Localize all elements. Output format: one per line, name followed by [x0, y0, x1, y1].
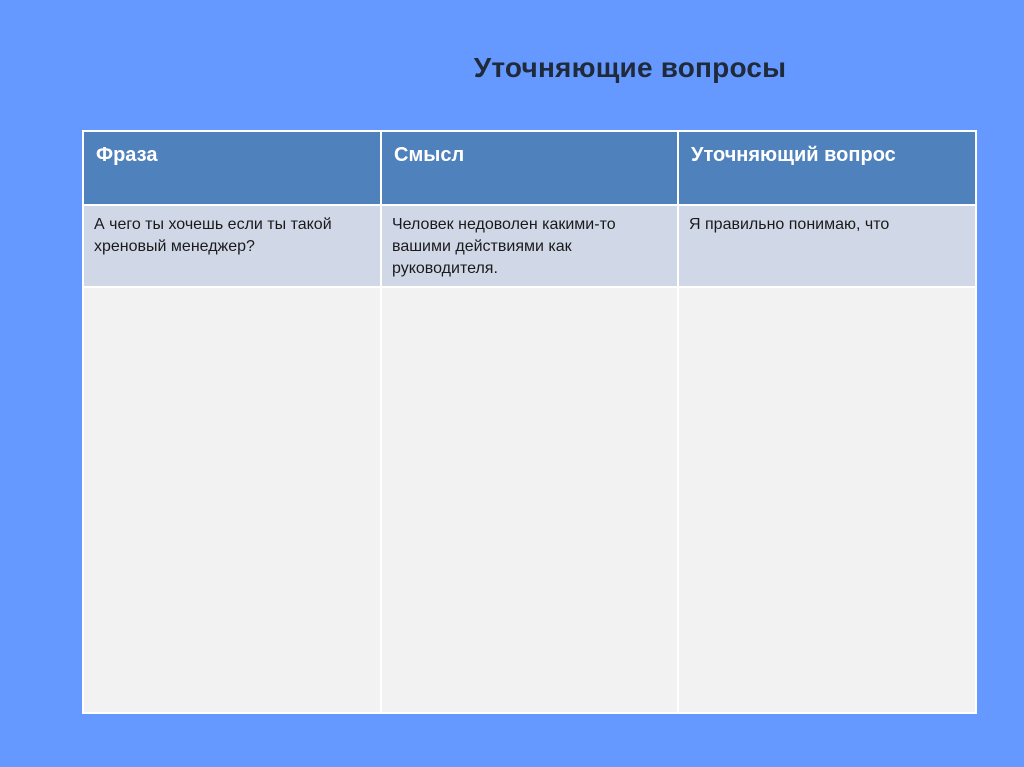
cell-phrase: А чего ты хочешь если ты такой хреновый менеджер?: [83, 205, 381, 287]
table-header-row: [83, 131, 976, 205]
empty-cell: [381, 287, 678, 713]
header-phrase: Фраза: [83, 131, 381, 205]
slide-title: Уточняющие вопросы: [473, 52, 787, 83]
questions-table: [82, 130, 975, 714]
cell-clarifying-question: Я правильно понимаю, что: [678, 205, 976, 287]
cell-meaning: Человек недоволен какими-то вашими действиями как руководителя.: [381, 205, 678, 287]
table-row-empty: [83, 287, 976, 713]
header-meaning: Смысл: [381, 131, 678, 205]
empty-cell: [83, 287, 381, 713]
table-grid: [82, 130, 977, 714]
table-row: [83, 205, 976, 287]
header-clarifying-question: Уточняющий вопрос: [678, 131, 976, 205]
empty-cell: [678, 287, 976, 713]
